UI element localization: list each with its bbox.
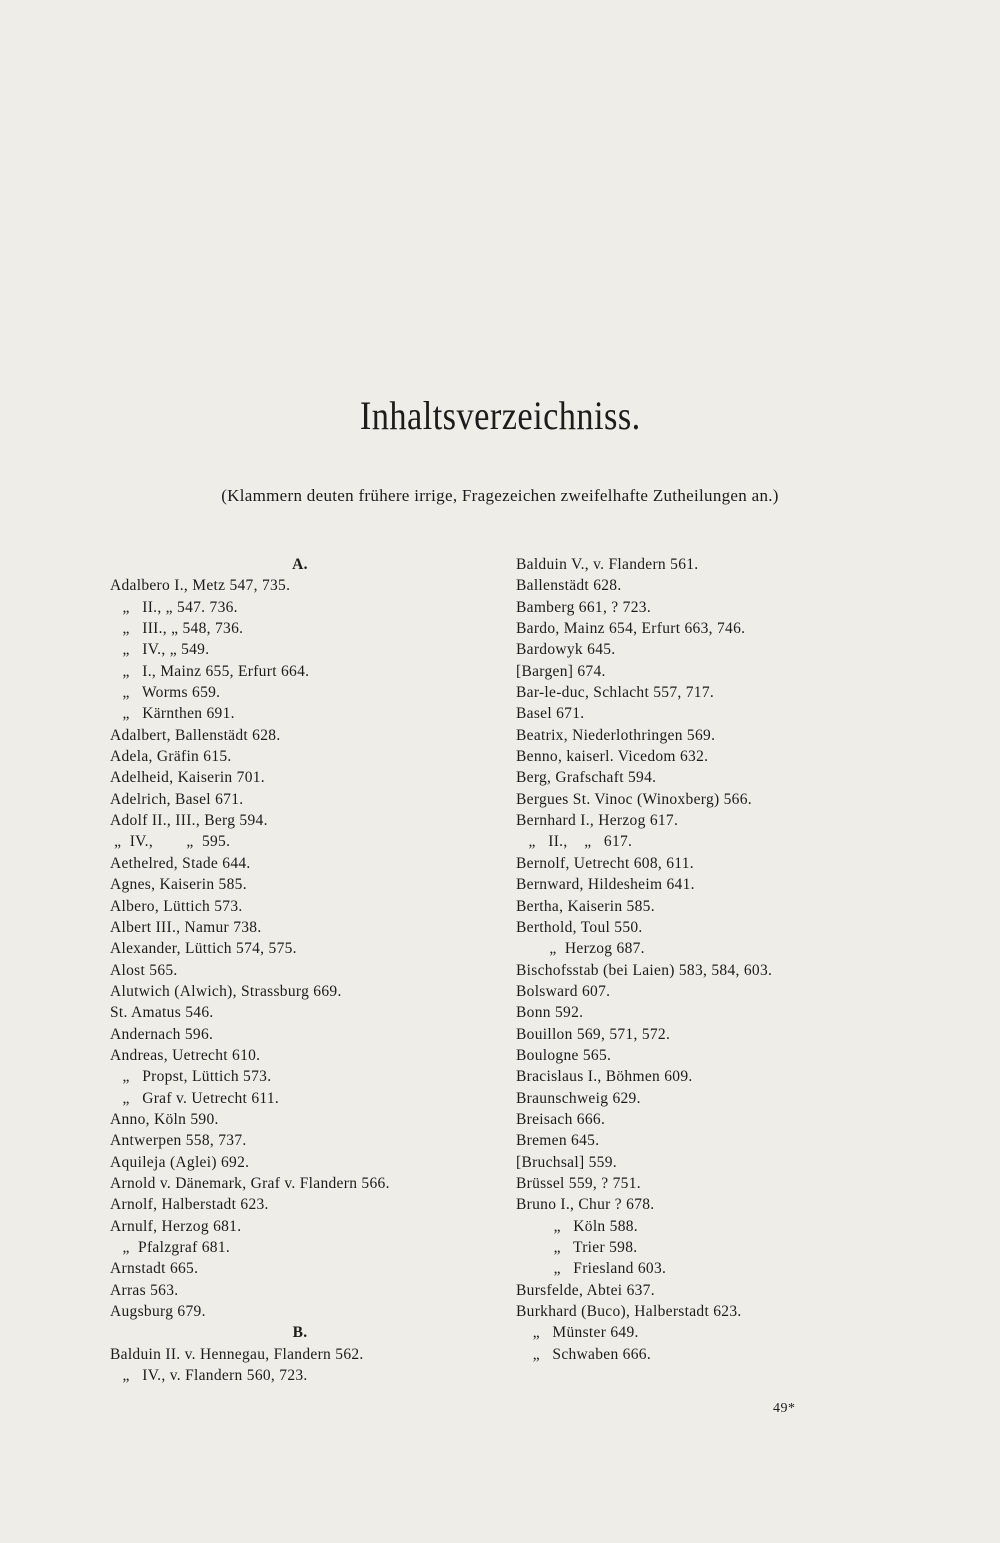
index-entry: „ Schwaben 666.: [516, 1345, 652, 1363]
index-entry: Bernward, Hildesheim 641.: [516, 876, 695, 894]
index-entry: Bremen 645.: [516, 1132, 600, 1150]
index-entry: Ballenstädt 628.: [516, 577, 622, 595]
index-entry: „ II., „ 547. 736.: [110, 598, 238, 616]
index-entry: Bardowyk 645.: [516, 641, 616, 659]
index-entry: Arnstadt 665.: [110, 1260, 199, 1278]
page-title: Inhaltsverzeichniss.: [359, 393, 641, 438]
index-entry: Adalbero I., Metz 547, 735.: [110, 577, 291, 595]
index-entry: „ IV., „ 595.: [110, 833, 231, 851]
index-entry: „ Trier 598.: [516, 1239, 638, 1256]
index-entry: „ Herzog 687.: [516, 940, 645, 958]
index-entry: Balduin II. v. Hennegau, Flandern 562.: [110, 1345, 364, 1363]
index-entry: Antwerpen 558, 737.: [110, 1132, 247, 1150]
page-subtitle: (Klammern deuten frühere irrige, Fragezeichen zweifelhafte Zutheilungen an.): [221, 486, 779, 505]
index-entry: Arnolf, Halberstadt 623.: [110, 1196, 269, 1214]
index-entry: Aquileja (Aglei) 692.: [110, 1153, 250, 1171]
index-entry: Arnulf, Herzog 681.: [110, 1217, 242, 1235]
index-entry: „ Graf v. Uetrecht 611.: [110, 1089, 280, 1107]
index-entry: Arras 563.: [110, 1281, 179, 1299]
index-entry: „ Pfalzgraf 681.: [110, 1239, 231, 1256]
index-entry: Balduin V., v. Flandern 561.: [516, 556, 699, 573]
index-entry: Adelrich, Basel 671.: [110, 790, 244, 808]
index-entry: Berthold, Toul 550.: [516, 918, 643, 936]
index-entry: Breisach 666.: [516, 1110, 606, 1128]
index-entry: Bonn 592.: [516, 1004, 584, 1022]
index-entry: Berg, Grafschaft 594.: [516, 769, 657, 787]
index-entry: Boulogne 565.: [516, 1046, 612, 1064]
index-entry: „ IV., „ 549.: [110, 641, 210, 659]
index-entry: „ Köln 588.: [516, 1217, 638, 1235]
index-column-right: [516, 554, 896, 1365]
index-entry: Alost 565.: [110, 961, 178, 979]
section-letter: A.: [292, 556, 308, 573]
index-column-left: [110, 554, 490, 1386]
index-entry: Adalbert, Ballenstädt 628.: [110, 726, 281, 744]
index-entry: Beatrix, Niederlothringen 569.: [516, 726, 716, 744]
index-entry: Bernolf, Uetrecht 608, 611.: [516, 854, 694, 872]
index-entry: Brüssel 559, ? 751.: [516, 1174, 641, 1192]
index-entry: Braunschweig 629.: [516, 1089, 641, 1107]
index-entry: Bernhard I., Herzog 617.: [516, 812, 679, 830]
index-entry: Albert III., Namur 738.: [110, 918, 262, 936]
index-entry: Bracislaus I., Böhmen 609.: [516, 1068, 693, 1086]
index-entry: „ Kärnthen 691.: [110, 705, 235, 723]
index-entry: [Bruchsal] 559.: [516, 1153, 617, 1171]
index-entry: Bouillon 569, 571, 572.: [516, 1025, 671, 1043]
index-entry: „ Friesland 603.: [516, 1260, 667, 1278]
index-entry: Bamberg 661, ? 723.: [516, 598, 651, 616]
index-entry: „ Worms 659.: [110, 684, 221, 702]
index-entry: Adolf II., III., Berg 594.: [110, 812, 268, 830]
page-number: 49*: [773, 1401, 796, 1416]
index-entry: „ IV., v. Flandern 560, 723.: [110, 1367, 308, 1385]
section-letter: B.: [292, 1324, 308, 1342]
index-entry: Burkhard (Buco), Halberstadt 623.: [516, 1303, 742, 1321]
index-entry: Adela, Gräfin 615.: [110, 748, 232, 766]
index-entry: Aethelred, Stade 644.: [110, 854, 251, 872]
index-entry: Andreas, Uetrecht 610.: [110, 1046, 261, 1064]
index-entry: „ Münster 649.: [516, 1324, 639, 1342]
index-entry: Benno, kaiserl. Vicedom 632.: [516, 748, 709, 766]
index-entry: Andernach 596.: [110, 1025, 214, 1043]
index-entry: Alutwich (Alwich), Strassburg 669.: [110, 982, 342, 1000]
index-entry: St. Amatus 546.: [110, 1004, 214, 1022]
index-entry: Bar-le-duc, Schlacht 557, 717.: [516, 684, 715, 702]
index-entry: Bardo, Mainz 654, Erfurt 663, 746.: [516, 620, 746, 638]
index-entry: Adelheid, Kaiserin 701.: [110, 769, 265, 787]
index-entry: Bergues St. Vinoc (Winoxberg) 566.: [516, 790, 752, 808]
index-entry: Basel 671.: [516, 705, 585, 723]
index-entry: Bolsward 607.: [516, 982, 611, 1000]
index-entry: „ I., Mainz 655, Erfurt 664.: [110, 662, 310, 680]
index-entry: Arnold v. Dänemark, Graf v. Flandern 566.: [110, 1174, 390, 1192]
index-entry: Albero, Lüttich 573.: [110, 897, 243, 915]
index-entry: Alexander, Lüttich 574, 575.: [110, 940, 297, 958]
index-entry: „ III., „ 548, 736.: [110, 620, 244, 638]
index-entry: Bursfelde, Abtei 637.: [516, 1281, 655, 1299]
index-entry: „ II., „ 617.: [516, 833, 633, 851]
index-entry: „ Propst, Lüttich 573.: [110, 1068, 272, 1086]
index-entry: Agnes, Kaiserin 585.: [110, 876, 247, 894]
index-entry: Bischofsstab (bei Laien) 583, 584, 603.: [516, 961, 773, 979]
index-entry: Bruno I., Chur ? 678.: [516, 1196, 655, 1214]
index-entry: [Bargen] 674.: [516, 662, 606, 680]
index-entry: Bertha, Kaiserin 585.: [516, 897, 655, 915]
index-entry: Anno, Köln 590.: [110, 1110, 219, 1128]
index-entry: Augsburg 679.: [110, 1303, 206, 1321]
